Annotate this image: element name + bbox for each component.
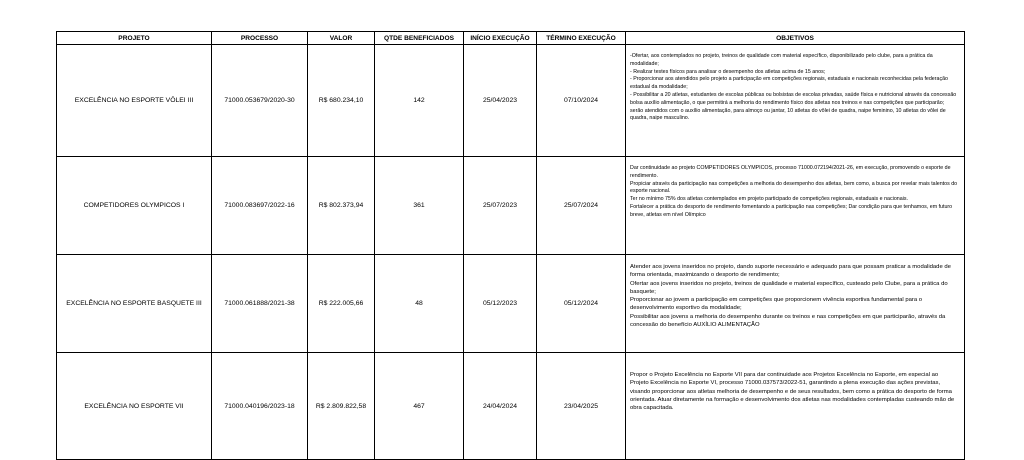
cell-qtde: 361 bbox=[375, 157, 464, 255]
cell-processo: 71000.083697/2022-16 bbox=[212, 157, 308, 255]
objective-line: - Proporcionar aos atendidos pelo projeto a participação em competições regionais, estaduais e nacionais reconhecidas pela federação estadual da modalidade; bbox=[630, 76, 949, 91]
header-qtde: QTDE BENEFICIADOS bbox=[375, 32, 464, 45]
header-processo: PROCESSO bbox=[212, 32, 308, 45]
projects-table bbox=[56, 31, 965, 460]
objective-line: Propiciar através da participação nas competições a melhoria do desempenho dos atletas, bem como, a busca por revelar mais talentos do esporte nacional. bbox=[630, 180, 958, 195]
cell-inicio: 05/12/2023 bbox=[464, 255, 537, 353]
header-termino: TÉRMINO EXECUÇÃO bbox=[537, 32, 626, 45]
cell-processo: 71000.053679/2020-30 bbox=[212, 45, 308, 157]
cell-termino: 05/12/2024 bbox=[537, 255, 626, 353]
cell-objetivos bbox=[626, 45, 965, 157]
cell-objetivos bbox=[626, 157, 965, 255]
cell-qtde: 467 bbox=[375, 353, 464, 460]
cell-processo: 71000.040196/2023-18 bbox=[212, 353, 308, 460]
cell-processo: 71000.061888/2021-38 bbox=[212, 255, 308, 353]
cell-projeto: EXCELÊNCIA NO ESPORTE VÔLEI III bbox=[57, 45, 212, 157]
cell-valor: R$ 222.005,66 bbox=[308, 255, 375, 353]
header-inicio: INÍCIO EXECUÇÃO bbox=[464, 32, 537, 45]
cell-valor: R$ 680.234,10 bbox=[308, 45, 375, 157]
table-row bbox=[57, 255, 965, 353]
cell-termino: 07/10/2024 bbox=[537, 45, 626, 157]
header-valor: VALOR bbox=[308, 32, 375, 45]
cell-projeto: EXCELÊNCIA NO ESPORTE BASQUETE III bbox=[57, 255, 212, 353]
objective-line: Proporcionar ao jovem a participação em competições que proporcionem vivência esportiva fundamental para o desenvolvimento esportivo da modalidade; bbox=[630, 297, 923, 312]
table-row bbox=[57, 45, 965, 157]
cell-projeto: EXCELÊNCIA NO ESPORTE VII bbox=[57, 353, 212, 460]
objective-line: - Possibilitar a 20 atletas, estudantes de escolas públicas ou bolsistas de escolas privadas, saúde física e nutricional através da concessão bolsa auxílio alimentação, o que permitirá a melhoria do rendimento físico dos atletas nos treinos e nas competições que participarão; serão atendidos com o auxílio alimentação, para almoço ou jantar, 10 atletas do vôlei de quadra, naipe feminino, 10 atletas do vôlei de quadra, naipe masculino. bbox=[630, 91, 957, 122]
cell-inicio: 25/04/2023 bbox=[464, 45, 537, 157]
objective-line: Possibilitar aos jovens a melhoria do desempenho durante os treinos e nas competições em que participarão, através da concessão do benefício AUXÍLIO ALIMENTAÇÃO bbox=[630, 313, 946, 329]
objective-line: - Realizar testes físicos para analisar o desempenho dos atletas acima de 15 anos; bbox=[630, 68, 826, 75]
objective-line: Ofertar aos jovens inseridos no projeto, treinos de qualidade e material específico, custeado pelo Clube, para a prática do basquete; bbox=[630, 280, 948, 295]
objective-line: Fortalecer a prática do desporto de rendimento fomentando a participação nas competições; Dar condição para que tenhamos, em futuro breve, atletas em nível Olímpico bbox=[630, 203, 953, 218]
cell-projeto: COMPETIDORES OLYMPICOS I bbox=[57, 157, 212, 255]
objective-line: Propor o Projeto Excelência no Esporte VII para dar continuidade aos Projetos Excelência no Esporte, em especial ao Projeto Excelência no Esporte VI, processo 71000.037573/2022-51, garantindo a plena execução das ações previstas, visando proporcionar aos atletas melhoria de desempenho e de seus resultados, bem como a prática do desporto de forma orientada. Atuar diretamente na formação e desenvolvimento dos atletas nas modalidades contempladas custeando mão de obra capacitada. bbox=[630, 372, 955, 412]
cell-termino: 23/04/2025 bbox=[537, 353, 626, 460]
objective-line: Dar continuidade ao projeto COMPETIDORES OLYMPICOS, processo 71000.072194/2021-26, em execução, promovendo o esporte de rendimento. bbox=[630, 165, 951, 179]
objective-line: Atender aos jovens inseridos no projeto, dando suporte necessário e adequado para que possam praticar a modalidade de forma orientada, maximizando o desporto de rendimento; bbox=[630, 264, 951, 279]
cell-qtde: 48 bbox=[375, 255, 464, 353]
cell-valor: R$ 2.809.822,58 bbox=[308, 353, 375, 460]
cell-qtde: 142 bbox=[375, 45, 464, 157]
objective-line: Ter no mínimo 75% dos atletas contemplados em projeto participado de competições regionais, estaduais e nacionais. bbox=[630, 196, 908, 203]
cell-objetivos bbox=[626, 255, 965, 353]
cell-inicio: 24/04/2024 bbox=[464, 353, 537, 460]
table-row bbox=[57, 353, 965, 460]
cell-valor: R$ 802.373,94 bbox=[308, 157, 375, 255]
cell-objetivos bbox=[626, 353, 965, 460]
objective-line: -Ofertar, aos contemplados no projeto, treinos de qualidade com material específico, disponibilizado pelo clube, para a prática da modalidade; bbox=[630, 53, 933, 67]
header-objetivos: OBJETIVOS bbox=[626, 32, 965, 45]
cell-termino: 25/07/2024 bbox=[537, 157, 626, 255]
header-projeto: PROJETO bbox=[57, 32, 212, 45]
table-row bbox=[57, 157, 965, 255]
header-row bbox=[57, 32, 965, 45]
cell-inicio: 25/07/2023 bbox=[464, 157, 537, 255]
